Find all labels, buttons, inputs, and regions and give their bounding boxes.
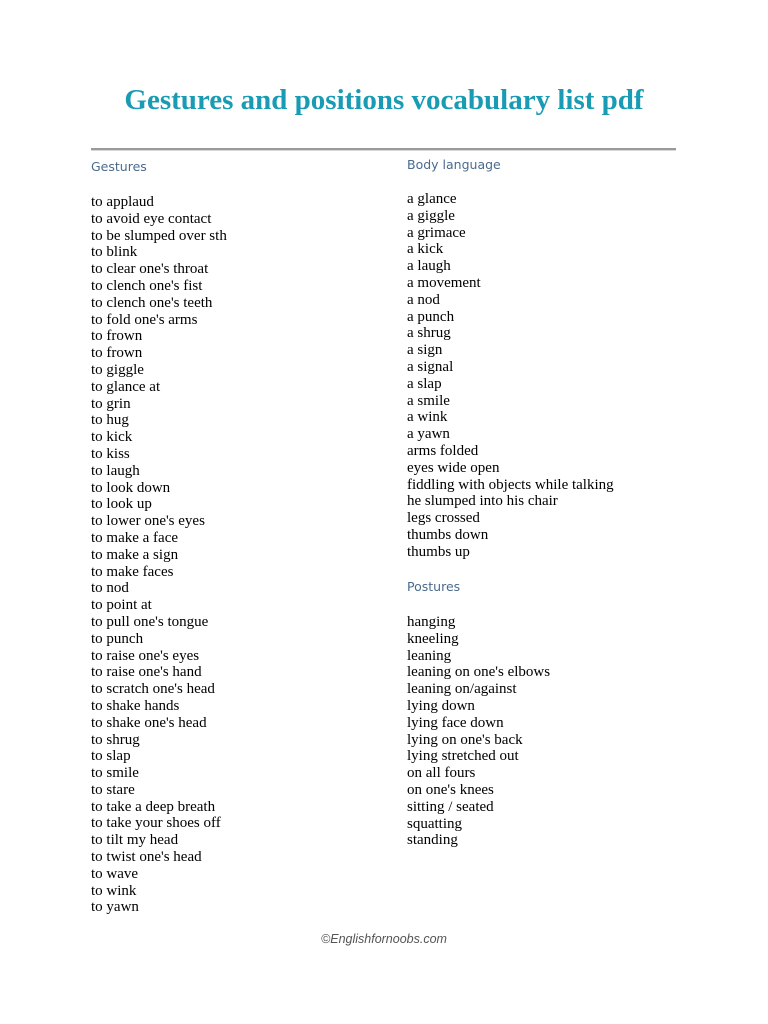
list-item: to kick [91,429,133,446]
gestures-heading: Gestures [91,159,147,174]
list-item: eyes wide open [407,459,500,476]
list-item: fiddling with objects while talking [407,476,614,493]
list-item: to clench one's fist [91,277,203,294]
postures-list [407,614,550,849]
list-item: to make a sign [91,546,179,563]
copyright-footer: ©Englishfornoobs.com [321,932,447,946]
list-item: to make a face [91,529,179,546]
list-item: to look up [91,496,152,513]
list-item: to shake hands [91,697,180,714]
list-item: thumbs down [407,526,489,543]
list-item: a yawn [407,426,450,443]
list-item: to raise one's hand [91,664,202,681]
list-item: to blink [91,244,138,261]
list-item: to nod [91,580,129,597]
list-item: to wink [91,882,137,899]
list-item: a grimace [407,224,466,241]
list-item: kneeling [407,630,459,647]
list-item: to make faces [91,563,174,580]
list-item: arms folded [407,442,479,459]
list-item: to be slumped over sth [91,227,227,244]
list-item: to shake one's head [91,714,207,731]
list-item: to smile [91,765,139,782]
list-item: a glance [407,191,457,207]
list-item: a wink [407,409,448,426]
list-item: to grin [91,395,131,412]
list-item: to avoid eye contact [91,210,212,227]
list-item: to raise one's eyes [91,647,200,664]
list-item: to take a deep breath [91,798,216,815]
list-item: on one's knees [407,781,494,798]
list-item: to frown [91,328,143,345]
list-item: a shrug [407,325,451,342]
list-item: to point at [91,597,152,614]
list-item: to clench one's teeth [91,294,213,311]
list-item: standing [407,832,458,849]
list-item: to punch [91,630,144,647]
list-item: a punch [407,308,455,325]
list-item: to fold one's arms [91,311,198,328]
list-item: to wave [91,865,139,882]
list-item: thumbs up [407,543,470,560]
list-item: to shrug [91,731,140,748]
list-item: to twist one's head [91,849,202,866]
list-item: to lower one's eyes [91,513,205,530]
list-item: to look down [91,479,171,496]
body-language-heading: Body language [407,157,501,172]
page-title: Gestures and positions vocabulary list pdf [124,84,644,116]
list-item: to stare [91,781,135,798]
list-item: to hug [91,412,129,429]
list-item: a smile [407,392,450,409]
list-item: to tilt my head [91,832,179,849]
list-item: a kick [407,241,444,258]
list-item: he slumped into his chair [407,493,558,510]
list-item: to glance at [91,378,161,395]
list-item: a signal [407,358,454,375]
list-item: lying face down [407,714,504,731]
list-item: to frown [91,345,143,362]
postures-heading: Postures [407,579,461,594]
list-item: to laugh [91,462,140,479]
list-item: on all fours [407,765,476,782]
list-item: legs crossed [407,510,480,527]
list-item: to clear one's throat [91,261,209,278]
list-item: hanging [407,614,456,630]
list-item: a nod [407,291,440,308]
list-item: a giggle [407,207,455,224]
list-item: a slap [407,375,442,392]
list-item: to take your shoes off [91,815,221,832]
gestures-list [91,194,227,916]
list-item: to giggle [91,361,144,378]
list-item: to yawn [91,899,139,916]
list-item: sitting / seated [407,798,494,815]
list-item: leaning on/against [407,681,517,698]
list-item: to pull one's tongue [91,613,209,630]
list-item: squatting [407,815,462,832]
list-item: to applaud [91,194,154,210]
list-item: to slap [91,748,131,765]
list-item: to kiss [91,445,130,462]
list-item: lying on one's back [407,731,523,748]
list-item: leaning on one's elbows [407,664,551,681]
list-item: leaning [407,647,452,664]
list-item: lying stretched out [407,748,519,765]
title-divider [91,148,676,151]
list-item: a sign [407,342,443,359]
body-language-list [407,191,614,561]
list-item: to scratch one's head [91,681,215,698]
list-item: a movement [407,274,481,291]
list-item: lying down [407,697,475,714]
list-item: a laugh [407,258,451,275]
